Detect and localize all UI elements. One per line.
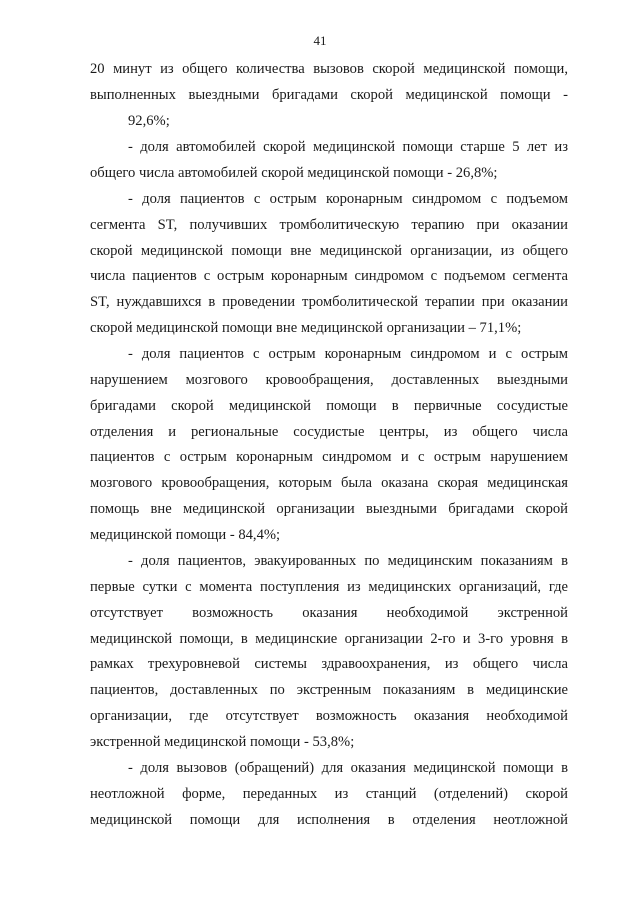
paragraph-evacuation xyxy=(90,549,568,755)
text-line: бригадами скорой медицинской помощи в первичные сосудистые xyxy=(90,397,568,414)
text-line: отсутствует возможность оказания необходимой экстренной xyxy=(90,604,568,621)
paragraph-1 xyxy=(90,57,568,134)
text-line: ST, нуждавшихся в проведении тромболитической терапии при оказании xyxy=(90,294,568,311)
paragraph-urgent-calls xyxy=(90,756,568,833)
text-line: нарушением мозгового кровообращения, доставленных выездными xyxy=(90,372,568,389)
text-line: помощь вне медицинской организации выездными бригадами скорой xyxy=(90,501,568,518)
text-line: - доля автомобилей скорой медицинской помощи старше 5 лет из xyxy=(128,138,568,155)
text-line: - доля пациентов с острым коронарным синдромом с подъемом xyxy=(128,190,568,207)
text-line: выполненных выездными бригадами скорой медицинской помощи - xyxy=(90,86,568,103)
paragraph-vascular-centers xyxy=(90,342,568,548)
text-line: экстренной медицинской помощи - 53,8%; xyxy=(90,733,355,750)
text-line: медицинской помощи для исполнения в отделения неотложной xyxy=(90,811,568,828)
text-line: рамках трехуровневой системы здравоохранения, из общего числа xyxy=(90,656,568,673)
text-line: пациентов, доставленных по экстренным показаниям в медицинские xyxy=(90,682,568,699)
text-line: мозгового кровообращения, которым была оказана скорая медицинская xyxy=(90,475,568,492)
text-line: общего числа автомобилей скорой медицинской помощи - 26,8%; xyxy=(90,164,498,181)
document-body xyxy=(90,57,568,833)
text-line: неотложной форме, переданных из станций (отделений) скорой xyxy=(90,785,568,802)
text-line: - доля вызовов (обращений) для оказания медицинской помощи в xyxy=(128,760,568,777)
text-line: скорой медицинской помощи вне медицинской организации – 71,1%; xyxy=(90,319,522,336)
text-line: медицинской помощи, в медицинские организации 2-го и 3-го уровня в xyxy=(90,630,568,647)
text-line: первые сутки с момента поступления из медицинских организаций, где xyxy=(90,578,568,595)
text-line: медицинской помощи - 84,4%; xyxy=(90,526,281,543)
page-number: 41 xyxy=(313,33,327,48)
text-line: организации, где отсутствует возможность оказания необходимой xyxy=(90,707,568,724)
text-line: числа пациентов с острым коронарным синдромом с подъемом сегмента xyxy=(90,268,568,285)
text-line: скорой медицинской помощи вне медицинской организации, из общего xyxy=(90,242,568,259)
paragraph-thrombolytic xyxy=(90,187,568,342)
text-line: 20 минут из общего количества вызовов скорой медицинской помощи, xyxy=(90,61,568,77)
paragraph-ambulance-age xyxy=(90,135,568,187)
text-line: 92,6%; xyxy=(128,112,170,129)
text-line: пациентов с острым коронарным синдромом и с острым нарушением xyxy=(90,449,568,466)
text-line: - доля пациентов с острым коронарным синдромом и с острым xyxy=(128,346,568,363)
text-line: - доля пациентов, эвакуированных по медицинским показаниям в xyxy=(128,553,568,570)
text-line: отделения и региональные сосудистые центры, из общего числа xyxy=(90,423,568,440)
text-line: сегмента ST, получивших тромболитическую терапию при оказании xyxy=(90,216,568,233)
